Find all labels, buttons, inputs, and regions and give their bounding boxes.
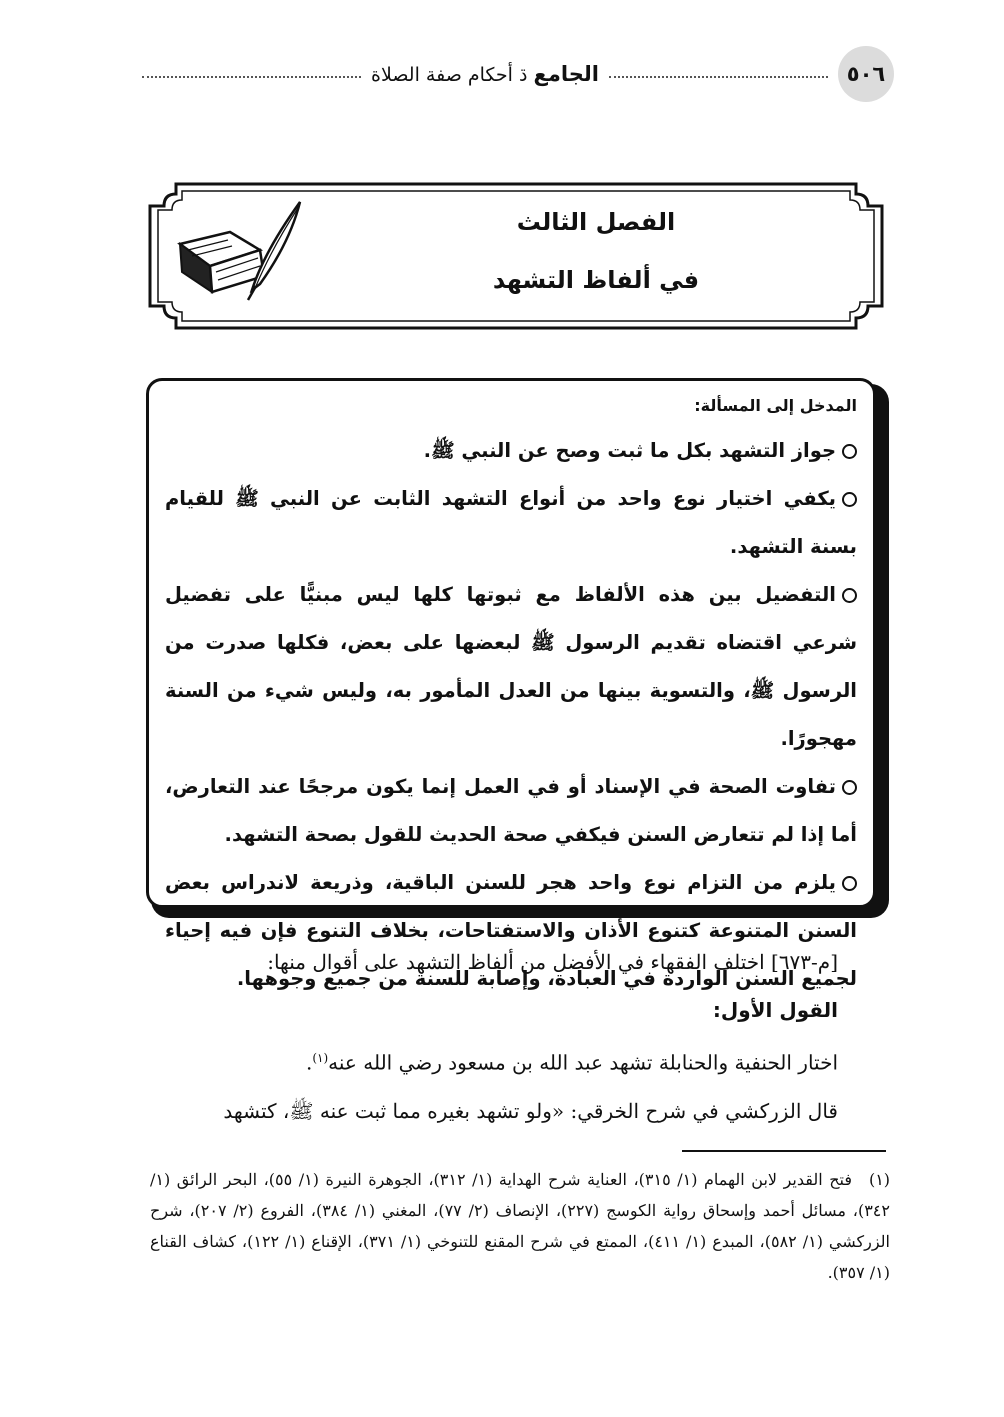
- body-paragraph-end: .: [305, 1050, 313, 1075]
- book-quill-icon: [160, 192, 310, 304]
- footnote-ref[interactable]: (١): [312, 1051, 329, 1065]
- leader-dots: [142, 76, 361, 78]
- body-text: [160, 938, 838, 1135]
- circle-bullet-icon: [842, 588, 857, 603]
- running-title: [142, 58, 828, 90]
- intro-heading: المدخل إلى المسألة:: [694, 396, 857, 415]
- intro-item-text: جواز التشهد بكل ما ثبت وصح عن النبي ﷺ.: [423, 439, 836, 462]
- intro-item: [165, 427, 857, 475]
- footnote-text: فتح القدير لابن الهمام (١/ ٣١٥)، العناية شرح الهداية (١/ ٣١٢)، الجوهرة النيرة (١/ ٥٥)، البحر الرائق (١/ ٣٤٢)، مسائل أحمد وإسحاق رواية الكوسج (٢٢٧)، الإنصاف (٢/ ٧٧)، المغني (١/ ٣٨٤)، الفروع (٢/ ٢٠٧)، شرح الزركشي (١/ ٥٨٢)، المبدع (١/ ٤١١)، الممتع في شرح المقنع للتنوخي (١/ ٣٧١)، الإقناع (١/ ١٢٢)، كشاف القناع (١/ ٣٥٧).: [150, 1170, 891, 1282]
- body-paragraph-text: اختار الحنفية والحنابلة تشهد عبد الله بن مسعود رضي الله عنه: [328, 1050, 838, 1075]
- chapter-number: الفصل الثالث: [516, 208, 676, 236]
- leader-dots: [609, 76, 828, 78]
- running-header: [142, 46, 894, 102]
- circle-bullet-icon: [842, 876, 857, 891]
- circle-bullet-icon: [842, 780, 857, 795]
- opinion-heading: القول الأول:: [712, 998, 838, 1022]
- intro-item-text: تفاوت الصحة في الإسناد أو في العمل إنما يكون مرجحًا عند التعارض، أما إذا لم تتعارض السنن فيكفي صحة الحديث للقول بصحة التشهد.: [165, 775, 857, 846]
- footnote-separator: [682, 1150, 886, 1152]
- book-title: [371, 62, 599, 86]
- intro-item: [165, 763, 857, 859]
- intro-item-text: يكفي اختيار نوع واحد من أنواع التشهد الثابت عن النبي ﷺ للقيام بسنة التشهد.: [165, 487, 857, 558]
- chapter-title: في ألفاظ التشهد: [492, 266, 700, 294]
- body-paragraph: [160, 1034, 838, 1087]
- book-title-bold: الجامع: [533, 62, 599, 86]
- intro-item-text: التفضيل بين هذه الألفاظ مع ثبوتها كلها ليس مبنيًّا على تفضيل شرعي اقتضاه تقديم الرسول ﷺ لبعضها على بعض، فكلها صدرت من الرسول ﷺ، والتسوية بينها من العدل المأمور به، وليس شيء من السنة مهجورًا.: [165, 583, 857, 750]
- footnote: [150, 1164, 890, 1288]
- page-number: ٥٠٦: [838, 46, 894, 102]
- chapter-frame: [146, 180, 886, 332]
- circle-bullet-icon: [842, 492, 857, 507]
- body-paragraph: قال الزركشي في شرح الخرقي: «ولو تشهد بغيره مما ثبت عنه ﷺ، كتشهد: [223, 1098, 838, 1123]
- intro-item: [165, 571, 857, 763]
- intro-item: [165, 475, 857, 571]
- body-paragraph: [م-٦٧٣] اختلف الفقهاء في الأفضل من ألفاظ التشهد على أقوال منها:: [267, 950, 838, 974]
- book-title-rest: ﮄ أحكام صفة الصلاة: [371, 64, 528, 86]
- intro-item-text: يلزم من التزام نوع واحد هجر للسنن الباقية، وذريعة لاندراس بعض السنن المتنوعة كتنوع الأذان والاستفتاحات، بخلاف التنوع فإن فيه إحياء لجميع السنن الواردة في العبادة، وإصابة للسنة من جميع وجوهها.: [165, 871, 857, 990]
- footnote-number: (١): [868, 1170, 891, 1189]
- circle-bullet-icon: [842, 444, 857, 459]
